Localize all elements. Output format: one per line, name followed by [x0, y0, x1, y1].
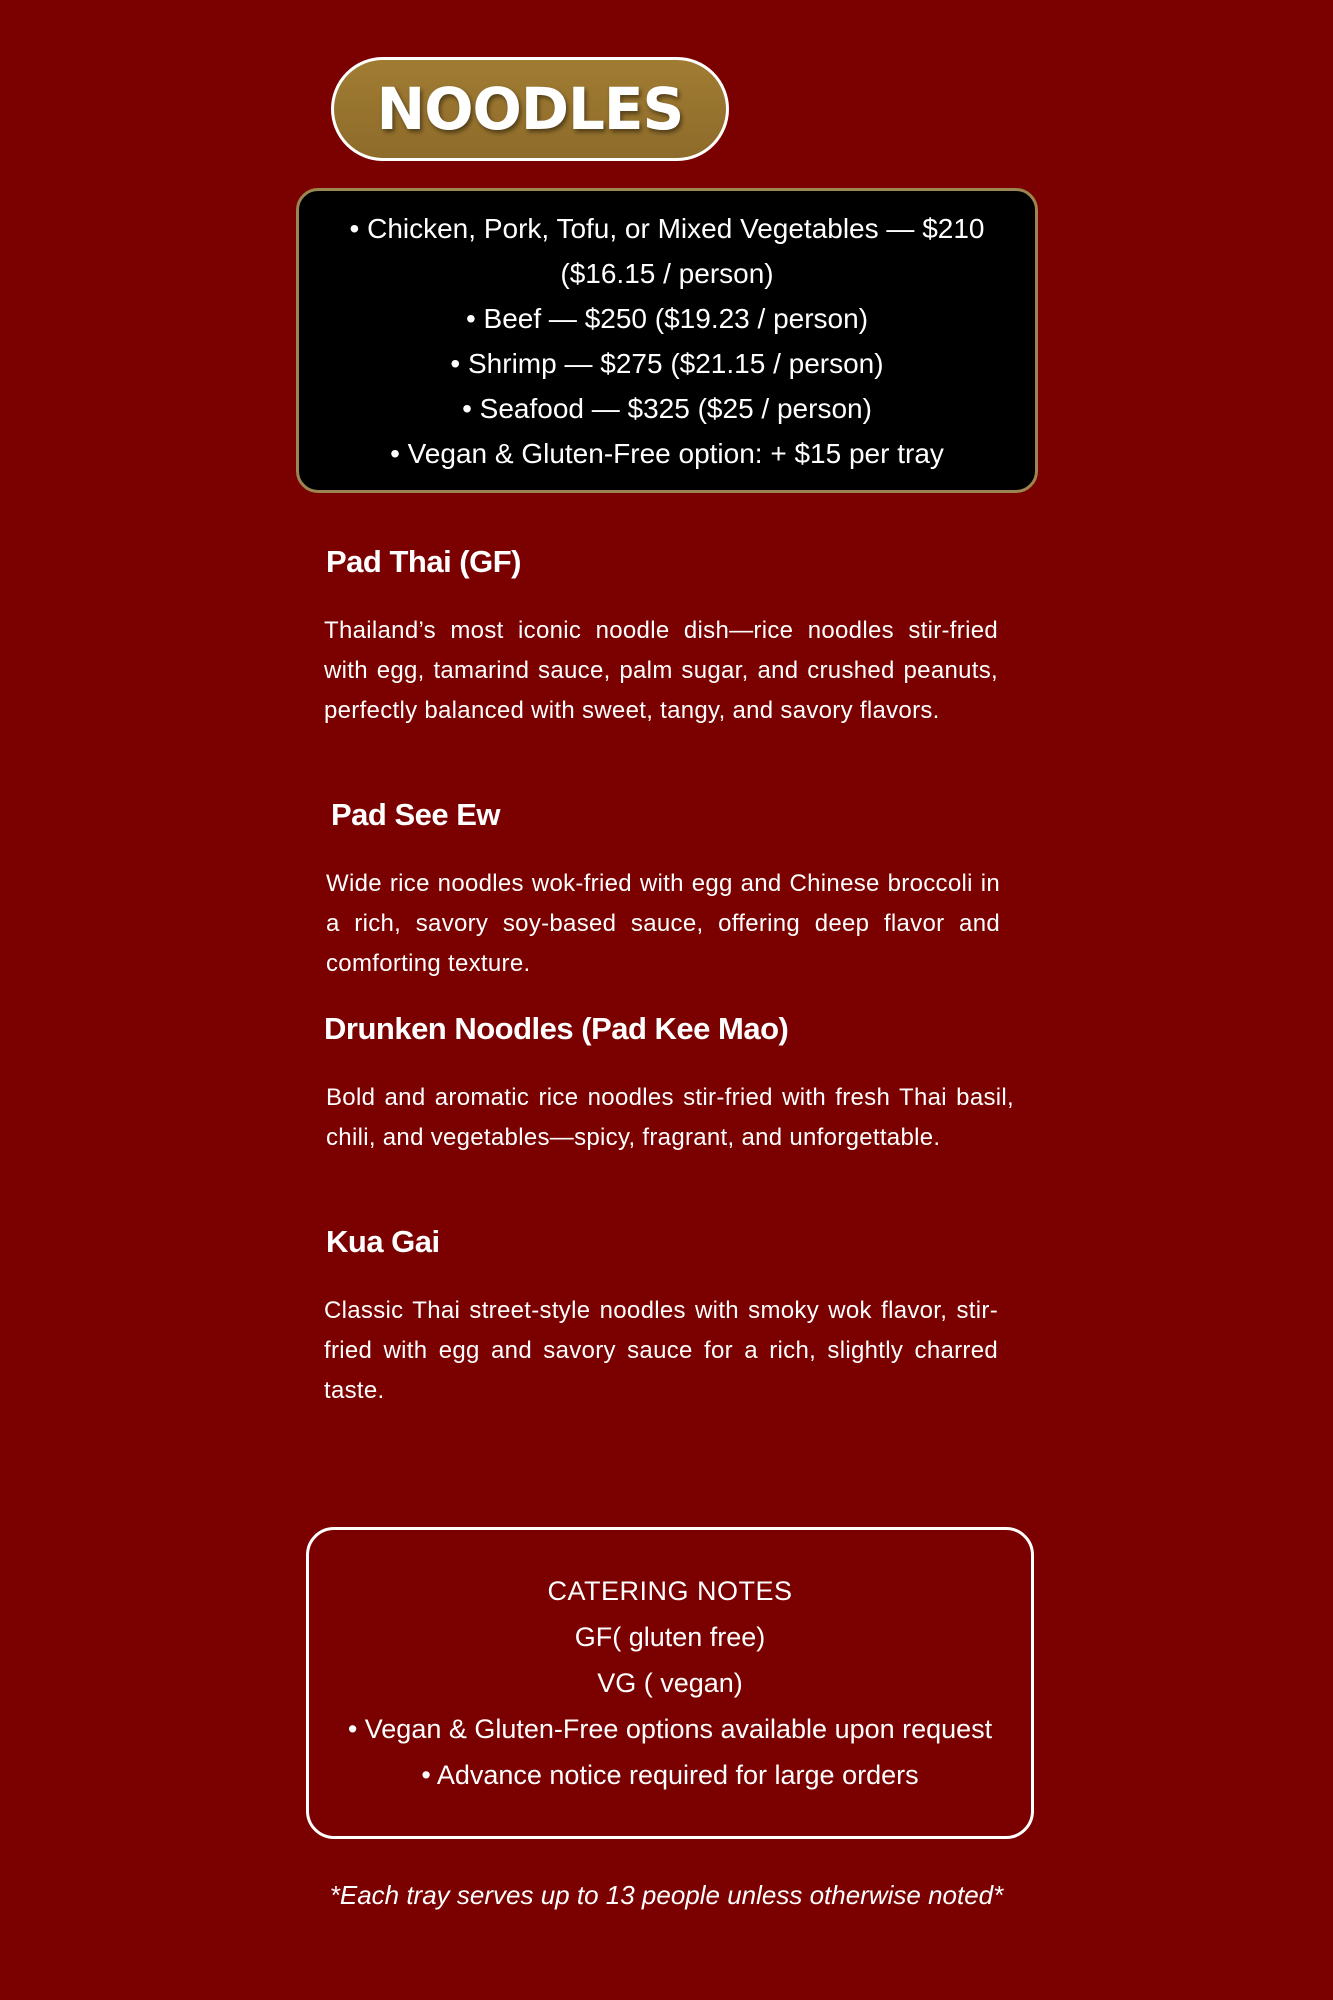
- dish-description-kua-gai: Classic Thai street-style noodles with smoky wok flavor, stir-fried with egg and savory sauce for a rich, slightly charred taste.: [324, 1297, 998, 1404]
- dish-description-pad-see-ew: Wide rice noodles wok-fried with egg and Chinese broccoli in a rich, savory soy-based sauce, offering deep flavor and comforting texture.: [326, 870, 1000, 977]
- serving-size-note: *Each tray serves up to 13 people unless otherwise noted*: [329, 1880, 1004, 1910]
- catering-note-line: • Advance notice required for large orders: [421, 1760, 919, 1790]
- dish-description-drunken-noodles: Bold and aromatic rice noodles stir-fried with fresh Thai basil, chili, and vegetables—spicy, fragrant, and unforgettable.: [326, 1084, 1014, 1151]
- price-line: ($16.15 / person): [560, 257, 774, 289]
- pricing-box: [296, 188, 1038, 493]
- section-title-badge: [331, 57, 729, 161]
- price-line: • Beef — $250 ($19.23 / person): [465, 302, 869, 334]
- dish-name-drunken-noodles: Drunken Noodles (Pad Kee Mao): [324, 1011, 789, 1046]
- price-line: • Vegan & Gluten-Free option: + $15 per tray: [390, 437, 944, 469]
- dish-name-kua-gai: Kua Gai: [326, 1224, 440, 1259]
- catering-note-line: GF( gluten free): [574, 1622, 766, 1652]
- dish-name-pad-thai: Pad Thai (GF): [326, 544, 521, 579]
- catering-note-line: • Vegan & Gluten-Free options available upon request: [347, 1714, 993, 1744]
- catering-notes-heading: CATERING NOTES: [547, 1576, 793, 1606]
- section-title: NOODLES: [376, 75, 684, 143]
- price-line: • Chicken, Pork, Tofu, or Mixed Vegetables — $210: [349, 212, 985, 244]
- catering-notes-box: [306, 1527, 1034, 1839]
- catering-note-line: VG ( vegan): [597, 1668, 743, 1698]
- dish-name-pad-see-ew: Pad See Ew: [331, 797, 501, 832]
- price-line: • Seafood — $325 ($25 / person): [462, 392, 872, 424]
- price-line: • Shrimp — $275 ($21.15 / person): [450, 347, 884, 379]
- dish-description-pad-thai: Thailand’s most iconic noodle dish—rice noodles stir-fried with egg, tamarind sauce, palm sugar, and crushed peanuts, perfectly balanced with sweet, tangy, and savory flavors.: [324, 617, 998, 724]
